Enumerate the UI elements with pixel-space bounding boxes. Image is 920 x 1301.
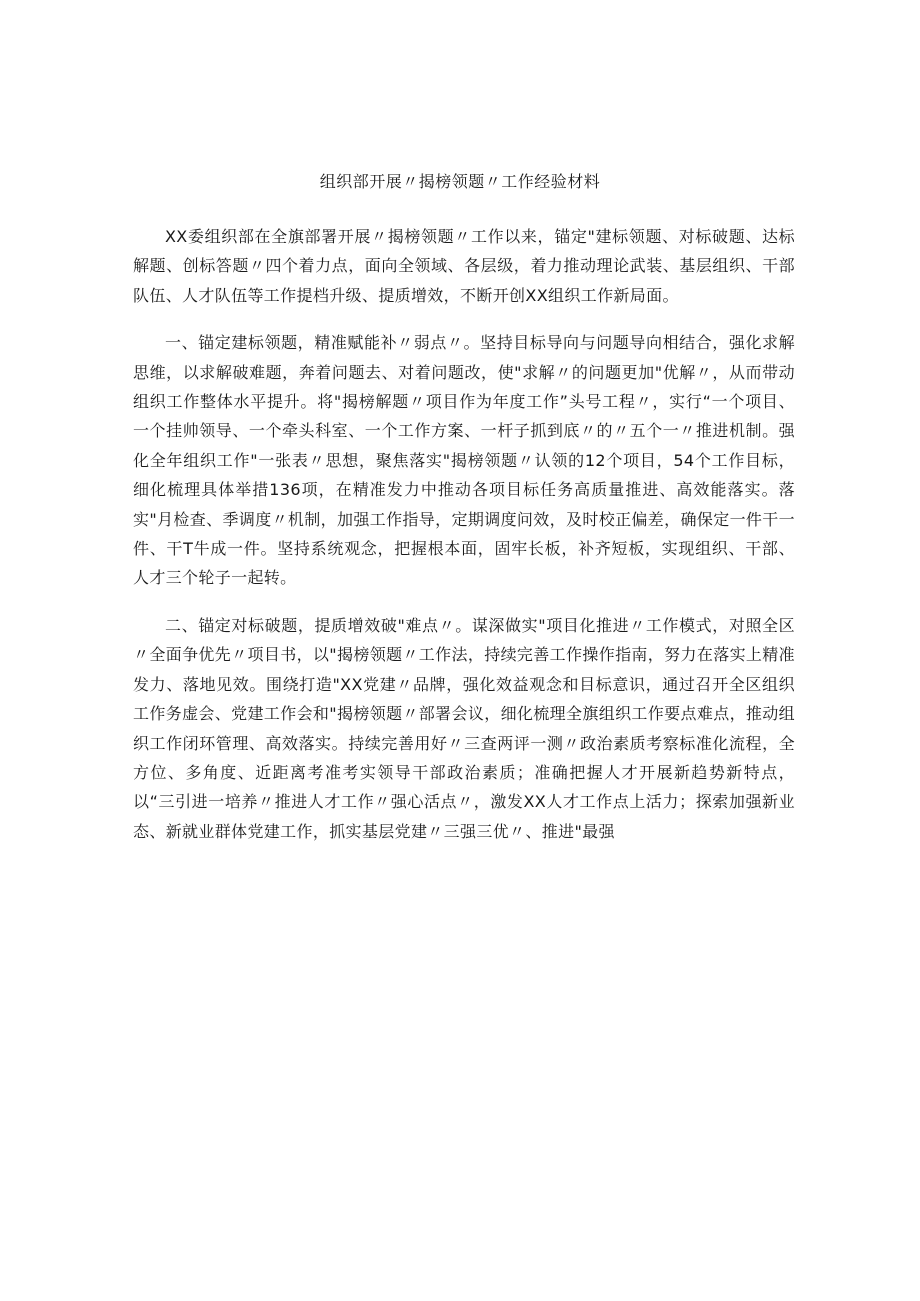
document-body [133,222,795,864]
paragraph-section-2: 二、锚定对标破题，提质增效破"难点〃。谋深做实"项目化推进〃工作模式，对照全区〃全面争优先〃项目书，以"揭榜领题〃工作法，持续完善工作操作指南，努力在落实上精准发力、落地见效。围绕打造"XX党建〃品牌，强化效益观念和目标意识，通过召开全区组织工作务虚会、党建工作会和"揭榜领题〃部署会议，细化梳理全旗组织工作要点难点，推动组织工作闭环管理、高效落实。持续完善用好〃三查两评一测〃政治素质考察标准化流程，全方位、多角度、近距离考准考实领导干部政治素质；准确把握人才开展新趋势新特点，以“三引进一培养〃推进人才工作〃强心活点〃，激发XX人才工作点上活力；探索加强新业态、新就业群体党建工作，抓实基层党建〃三强三优〃、推进"最强 [133,615,795,841]
document-title: 组织部开展〃揭榜领题〃工作经验材料 [319,172,601,191]
paragraph-section-1: 一、锚定建标领题，精准赋能补〃弱点〃。坚持目标导向与问题导向相结合，强化求解思维，以求解破难题，奔着问题去、对着问题改，使"求解〃的问题更加"优解〃，从而带动组织工作整体水平提升。将"揭榜解题〃项目作为年度工作”头号工程〃，实行“一个项目、一个挂帅领导、一个牵头科室、一个工作方案、一杆子抓到底〃的〃五个一〃推进机制。强化全年组织工作"一张表〃思想，聚焦落实"揭榜领题〃认领的12个项目，54个工作目标，细化梳理具体举措136项，在精准发力中推动各项目标任务高质量推进、高效能落实。落实"月检查、季调度〃机制，加强工作指导，定期调度问效，及时校正偏差，确保定一件干一件、干T牛成一件。坚持系统观念，把握根本面，固牢长板，补齐短板，实现组织、干部、人才三个轮子一起转。 [133,333,795,588]
paragraph-intro: XX委组织部在全旗部署开展〃揭榜领题〃工作以来，锚定"建标领题、对标破题、达标解题、创标答题〃四个着力点，面向全领域、各层级，着力推动理论武装、基层组织、干部队伍、人才队伍等工作提档升级、提质增效，不断开创XX组织工作新局面。 [133,227,795,305]
